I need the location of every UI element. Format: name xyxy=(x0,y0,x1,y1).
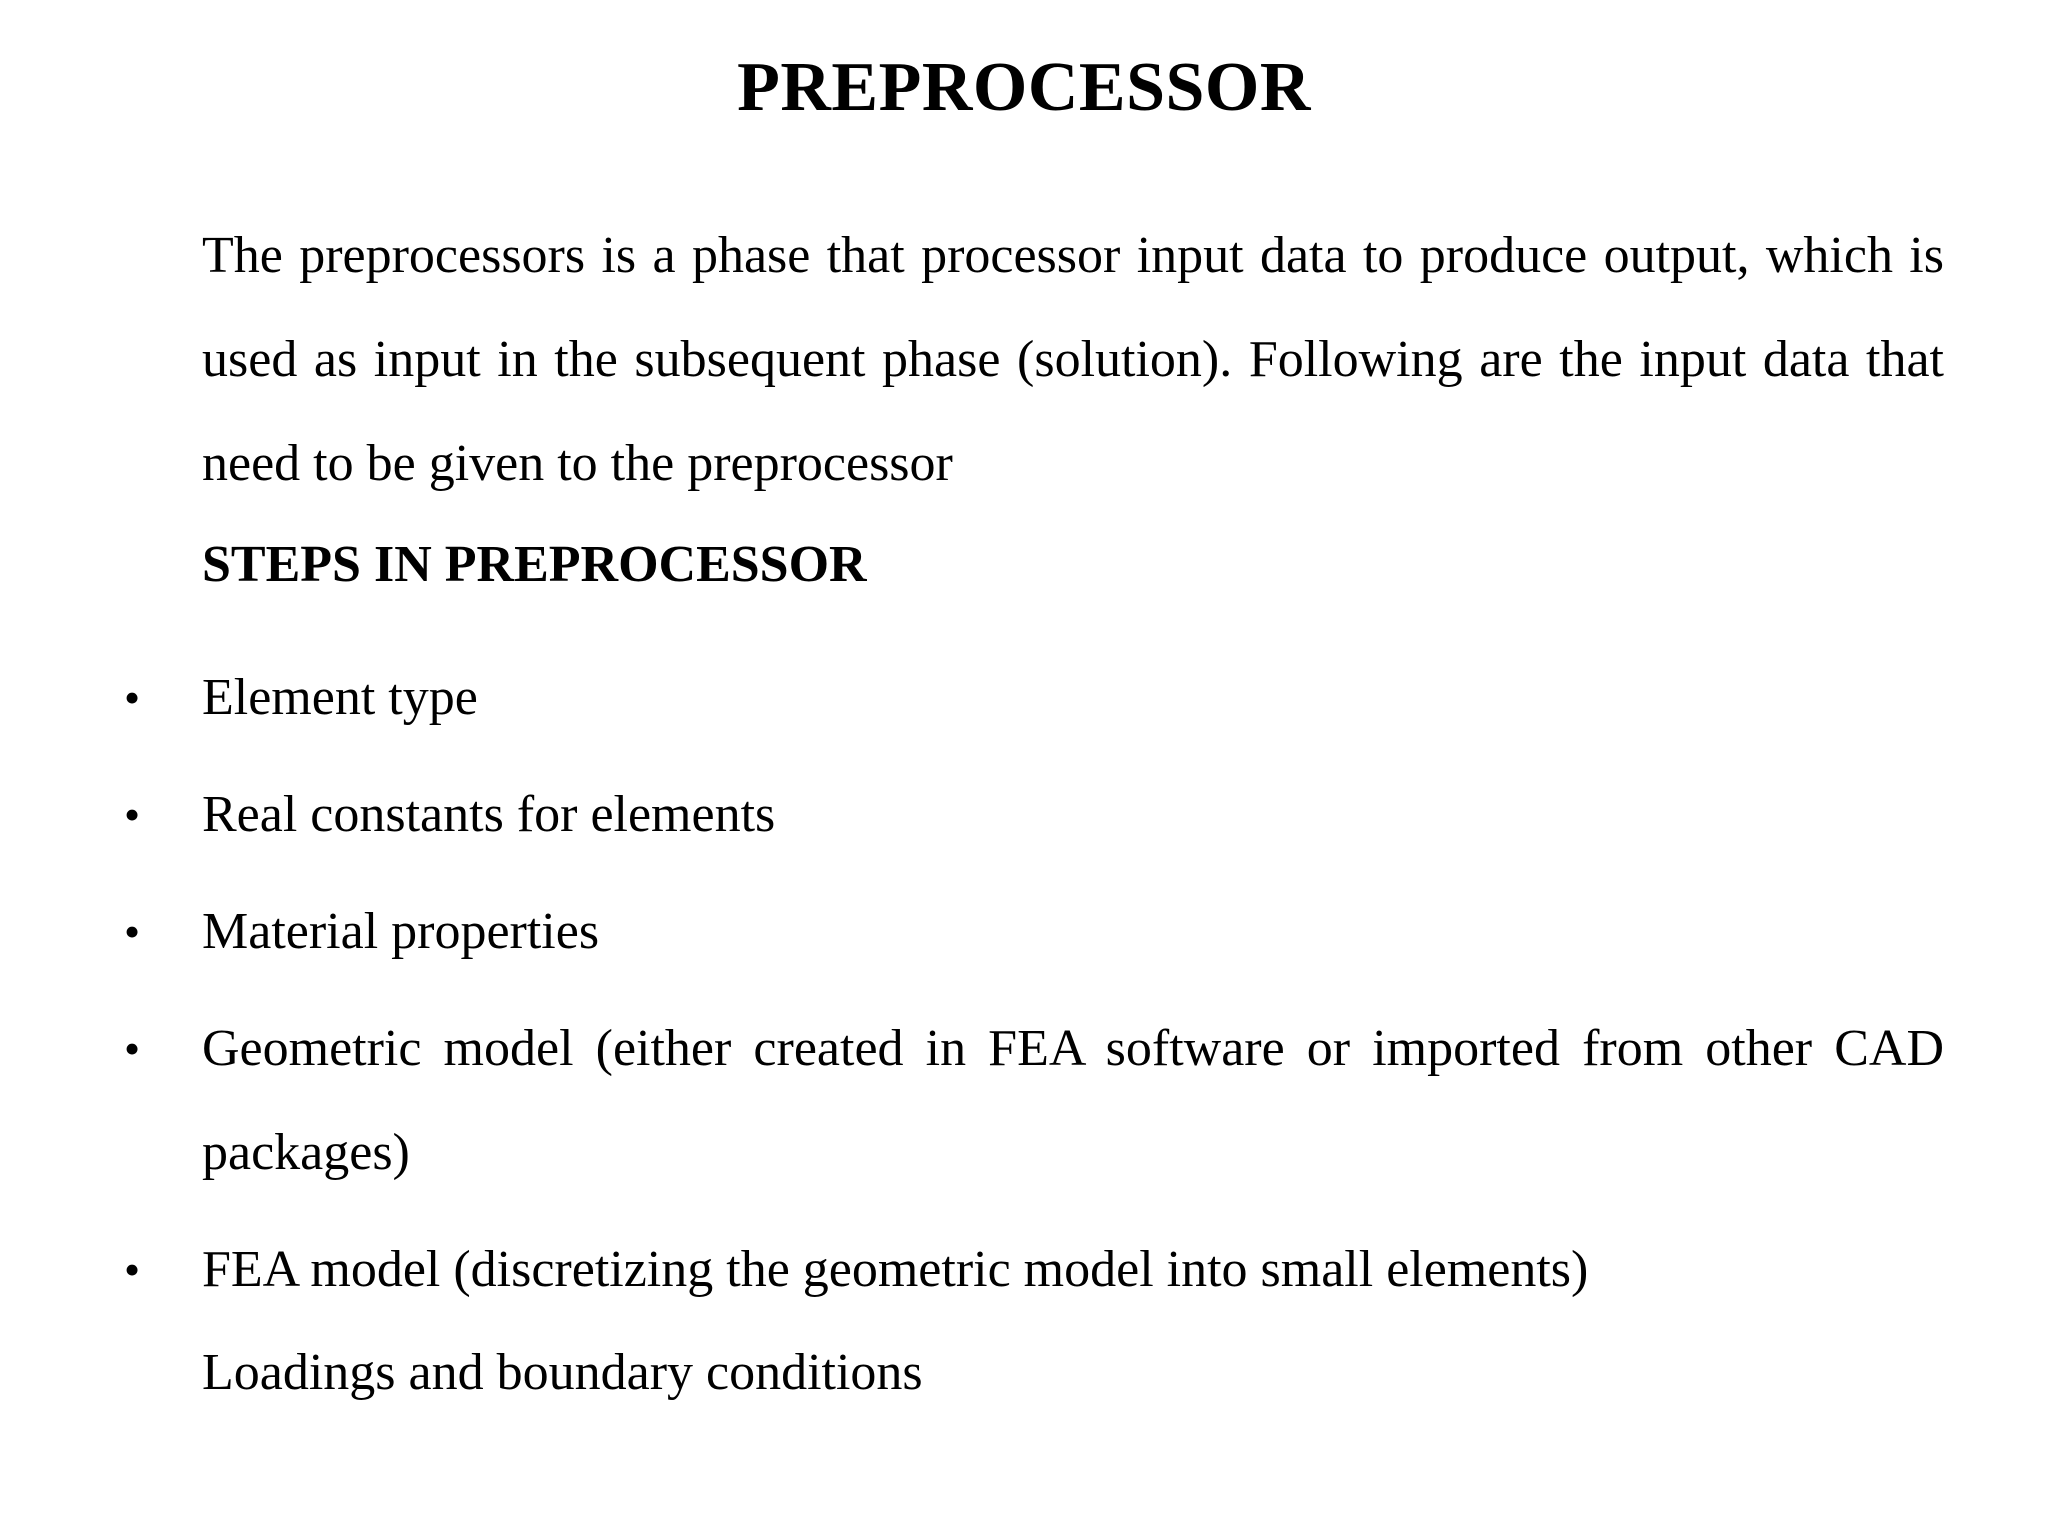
intro-paragraph: The preprocessors is a phase that processor input data to produce output, which is used as input in the subsequent phase (solution). Following are the input data that need to be given to the preprocessor xyxy=(202,227,1944,492)
bullet-icon: • xyxy=(124,1244,141,1295)
steps-heading: STEPS IN PREPROCESSOR xyxy=(202,536,867,593)
list-item-text: Real constants for elements xyxy=(202,786,776,843)
list-item xyxy=(0,646,1944,750)
list-item-text: Geometric model (either created in FEA software or imported from other CAD packages) xyxy=(202,1020,1944,1181)
list-item xyxy=(0,997,1944,1205)
list-item xyxy=(0,763,1944,867)
final-line: Loadings and boundary conditions xyxy=(202,1344,923,1401)
page-title: PREPROCESSOR xyxy=(737,49,1311,126)
bullet-icon: • xyxy=(124,1023,141,1074)
bullet-icon: • xyxy=(124,672,141,723)
steps-list xyxy=(0,646,2048,1335)
list-item-text: Element type xyxy=(202,669,478,726)
list-item-text: FEA model (discretizing the geometric model into small elements) xyxy=(202,1241,1589,1298)
bullet-icon: • xyxy=(124,789,141,840)
list-item xyxy=(0,880,1944,984)
bullet-icon: • xyxy=(124,906,141,957)
list-item xyxy=(0,1218,1944,1322)
list-item-text: Material properties xyxy=(202,903,600,960)
